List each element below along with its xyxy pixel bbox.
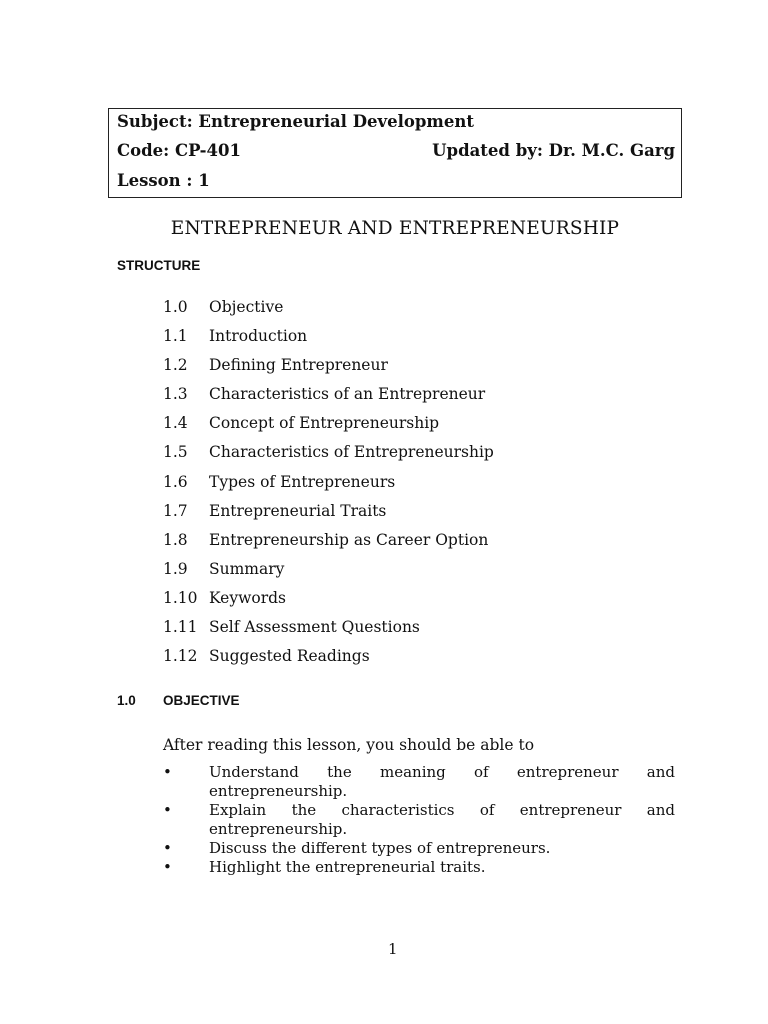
objective-number: 1.0 bbox=[117, 693, 136, 708]
toc-item: 1.2 Defining Entrepreneur bbox=[163, 356, 388, 375]
list-item: • Understand the meaning of entrepreneur and entrepreneurship. bbox=[163, 763, 675, 800]
updated-by-line: Updated by: Dr. M.C. Garg bbox=[432, 141, 675, 160]
list-item: • Highlight the entrepreneurial traits. bbox=[163, 858, 486, 876]
page-number: 1 bbox=[388, 940, 398, 958]
subject-line: Subject: Entrepreneurial Development bbox=[117, 112, 474, 131]
table-of-contents bbox=[163, 298, 494, 676]
toc-item: 1.5 Characteristics of Entrepreneurship bbox=[163, 443, 494, 462]
toc-item: 1.7 Entrepreneurial Traits bbox=[163, 501, 387, 520]
page-title: ENTREPRENEUR AND ENTREPRENEURSHIP bbox=[170, 218, 620, 239]
objective-list bbox=[163, 763, 675, 877]
lesson-info-box bbox=[108, 108, 682, 198]
toc-item: 1.10 Keywords bbox=[163, 588, 286, 607]
toc-item: 1.9 Summary bbox=[163, 559, 285, 578]
toc-item: 1.3 Characteristics of an Entrepreneur bbox=[163, 385, 486, 404]
toc-item: 1.1 Introduction bbox=[163, 327, 308, 346]
toc-item: 1.6 Types of Entrepreneurs bbox=[163, 472, 396, 491]
list-item: • Discuss the different types of entrepreneurs. bbox=[163, 839, 551, 857]
list-item: • Explain the characteristics of entrepreneur and entrepreneurship. bbox=[163, 801, 675, 838]
toc-item: 1.11 Self Assessment Questions bbox=[163, 618, 420, 637]
toc-item: 1.12 Suggested Readings bbox=[163, 647, 370, 666]
structure-heading: STRUCTURE bbox=[117, 258, 201, 273]
lesson-line: Lesson : 1 bbox=[117, 171, 210, 190]
toc-item: 1.4 Concept of Entrepreneurship bbox=[163, 414, 440, 433]
toc-item: 1.0 Objective bbox=[163, 298, 284, 316]
objective-heading: OBJECTIVE bbox=[163, 693, 240, 708]
toc-item: 1.8 Entrepreneurship as Career Option bbox=[163, 530, 489, 549]
objective-intro: After reading this lesson, you should be able to bbox=[163, 736, 535, 754]
code-line: Code: CP-401 bbox=[117, 141, 241, 160]
